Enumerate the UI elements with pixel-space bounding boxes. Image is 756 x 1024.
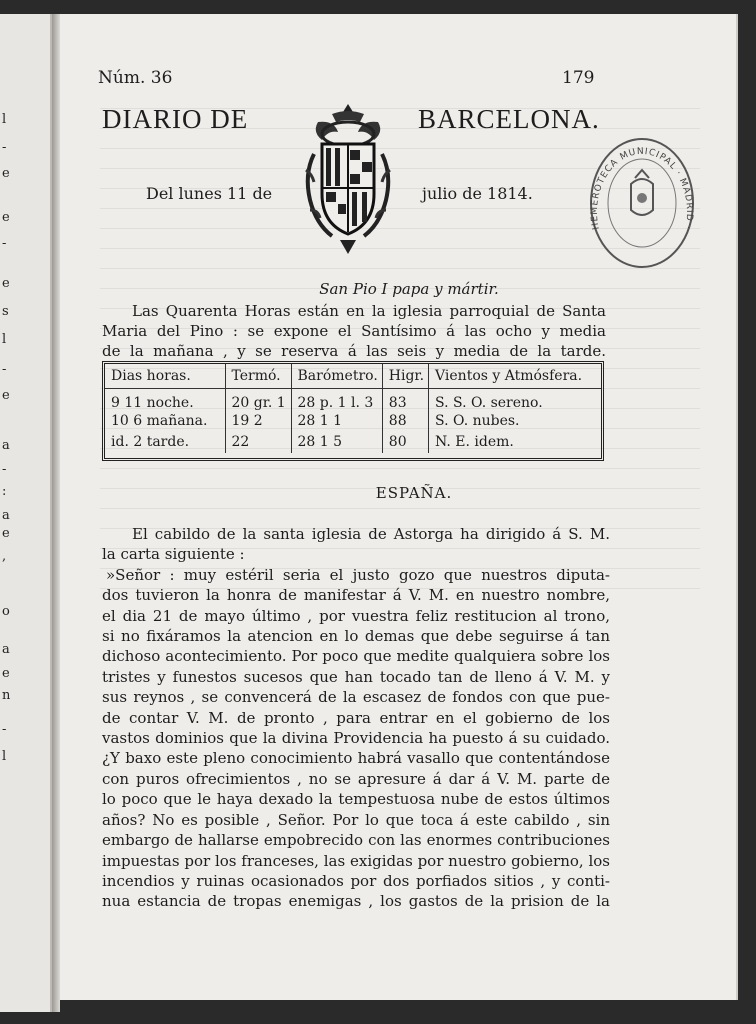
table-cell: 20 gr. 1 [225,388,291,411]
text-line: »Señor : muy estéril seria el justo gozo que nuestros diputa- [106,565,610,584]
table-cell: N. E. idem. [435,434,514,450]
edge-char: a [2,508,10,523]
edge-char: - [2,462,7,477]
text-line: El cabildo de la santa iglesia de Astorga ha dirigido á S. M. [132,525,610,543]
table-cell: 28 1 5 [291,432,382,453]
weather-table [102,361,604,461]
text-line: dos tuvieron la honra de manifestar á V. M. en nuestro nombre, [102,586,610,605]
edge-char: - [2,236,7,251]
text-line: embargo de hallarse empobrecido con las enormes contribuciones [102,831,610,850]
column-header: Termó. [225,364,291,388]
coat-of-arms-icon [292,100,404,260]
article-body [102,524,610,912]
text-line: incendios y ruinas ocasionados por dos porfiados sitios , y conti- [102,871,610,890]
edge-char: o [2,604,10,619]
edge-char: e [2,526,10,541]
newspaper-page [60,14,738,1000]
table-row [105,432,601,453]
text-line: lo poco que le haya dexado la tempestuosa nube de estos últimos [102,790,610,809]
page-number: 179 [562,68,595,88]
edge-char: e [2,666,10,681]
table-cell: id. 2 tarde. [105,432,225,453]
table-cell: 10 6 mañana. [105,411,225,432]
edge-char: - [2,140,7,155]
table-cell: 83 [382,388,428,411]
edge-char: e [2,166,10,181]
edge-char: l [2,749,7,764]
saint-of-day: San Pio I papa y mártir. [319,280,499,298]
edge-char: l [2,332,7,347]
edge-char: l [2,112,7,127]
date-right: julio de 1814. [422,184,533,203]
edge-char: e [2,276,10,291]
masthead-title-left: DIARIO DE [102,104,249,134]
column-header: Barómetro. [291,364,382,388]
edge-char: e [2,210,10,225]
edge-char: e [2,388,10,403]
date-left: Del lunes 11 de [146,184,273,203]
table-cell: S. S. O. sereno. [435,394,543,411]
text-line: con puros ofrecimientos , no se apresure á dar á V. M. parte de [102,769,610,788]
text-line: sus reynos , se convencerá de la escasez de fondos con que pue- [102,688,610,707]
column-header: Vientos y Atmósfera. [429,364,601,388]
edge-char: : [2,484,7,499]
text-line: vastos dominios que la divina Providencia ha puesto á su cuidado. [102,729,610,748]
edge-char: , [2,549,7,564]
edge-char: n [2,688,11,703]
edge-char: s [2,304,9,319]
edge-char: a [2,642,10,657]
issue-number: Núm. 36 [98,68,173,88]
stamp-text: HEMEROTECA MUNICIPAL · MADRID · [589,146,695,231]
table-cell: S. O. nubes. [435,413,520,429]
text-line: años? No es posible , Señor. Por lo que toca á este cabildo , sin [102,810,610,829]
table-cell: 9 11 noche. [105,388,225,411]
weather-header-row [105,364,601,388]
table-cell: 28 p. 1 l. 3 [291,388,382,411]
table-row [105,388,601,411]
left-page-edge [0,14,52,1012]
table-row [105,411,601,432]
section-title: ESPAÑA. [375,484,453,502]
text-line: impuestas por los franceses, las exigidas por nuestro gobierno, los [102,851,610,870]
text-line: tristes y funestos sucesos que han tocado tan de lleno á V. M. y [102,667,610,686]
text-line: de la mañana , y se reserva á las seis y media de la tarde. [102,342,606,360]
column-header: Higr. [382,364,428,388]
text-line: el dia 21 de mayo último , por vuestra feliz restitucion al trono, [102,606,610,625]
text-line: ¿Y baxo este pleno conocimiento habrá vasallo que contentándose [102,749,610,768]
column-header: Dias horas. [105,364,225,388]
table-cell: 80 [382,432,428,453]
table-cell: 28 1 1 [291,411,382,432]
library-stamp-icon [587,134,697,272]
text-line: si no fixáramos la atencion en lo demas que debe seguirse á tan [102,627,610,646]
text-line: la carta siguiente : [102,545,245,564]
table-cell: 19 2 [225,411,291,432]
edge-char: - [2,722,7,737]
text-line: dichoso acontecimiento. Por poco que medite qualquiera sobre los [102,647,610,666]
edge-char: a [2,438,10,453]
table-cell: 22 [225,432,291,453]
book-gutter [52,14,60,1012]
edge-char: - [2,362,7,377]
text-line: nua estancia de tropas enemigas , los gastos de la prision de la [102,892,610,911]
forty-hours-notice [102,301,606,361]
masthead-title-right: BARCELONA. [418,104,600,134]
text-line: de contar V. M. de pronto , para entrar en el gobierno de los [102,708,610,727]
table-cell: 88 [382,411,428,432]
text-line: Las Quarenta Horas están en la iglesia parroquial de Santa [132,302,606,320]
text-line: Maria del Pino : se expone el Santísimo á las ocho y media [102,322,606,340]
